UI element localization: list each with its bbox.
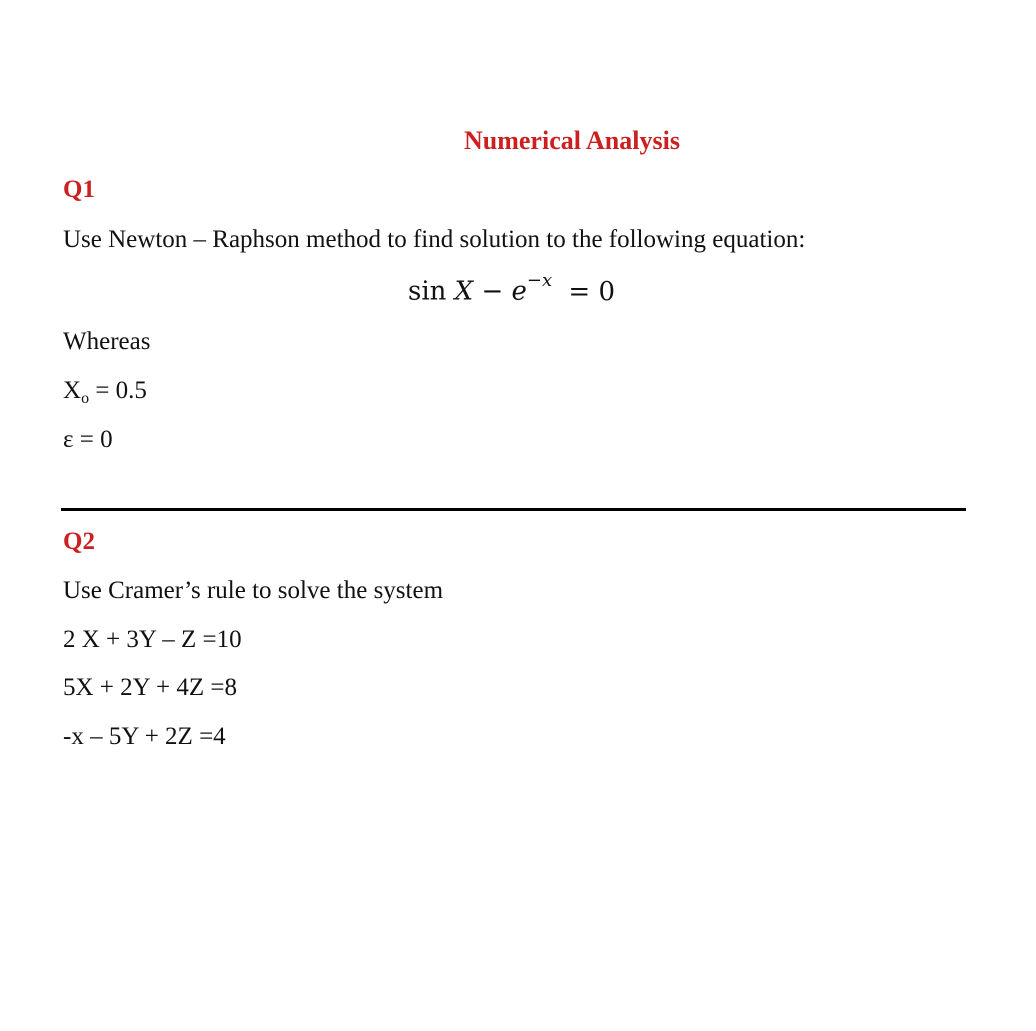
system-equation-2: 5X + 2Y + 4Z =8: [63, 674, 237, 701]
system-equation-1: 2 X + 3Y – Z =10: [63, 626, 242, 653]
whereas-label: Whereas: [63, 328, 151, 355]
question-1-heading: Q1: [63, 176, 95, 203]
initial-guess-value: = 0.5: [95, 377, 147, 404]
equation-var: X: [454, 276, 474, 307]
initial-guess-symbol: X: [63, 377, 82, 404]
equation-minus: −: [481, 276, 504, 307]
equation-exponent: −x: [526, 270, 553, 291]
question-1-prompt: Use Newton – Raphson method to find solution to the following equation:: [63, 226, 806, 253]
equation-base: e: [511, 276, 527, 307]
question-2-heading: Q2: [63, 528, 95, 555]
question-2-prompt: Use Cramer’s rule to solve the system: [63, 577, 444, 604]
initial-guess-subscript: o: [81, 390, 90, 407]
system-equation-3: -x – 5Y + 2Z =4: [63, 723, 226, 750]
equation-func: sin: [408, 276, 447, 307]
initial-guess: [63, 377, 147, 408]
document-title: Numerical Analysis: [464, 126, 680, 155]
epsilon-value: ε = 0: [63, 426, 113, 453]
equation-rhs: = 0: [568, 276, 615, 307]
question-1-equation: [408, 270, 615, 307]
section-divider: [61, 508, 966, 511]
